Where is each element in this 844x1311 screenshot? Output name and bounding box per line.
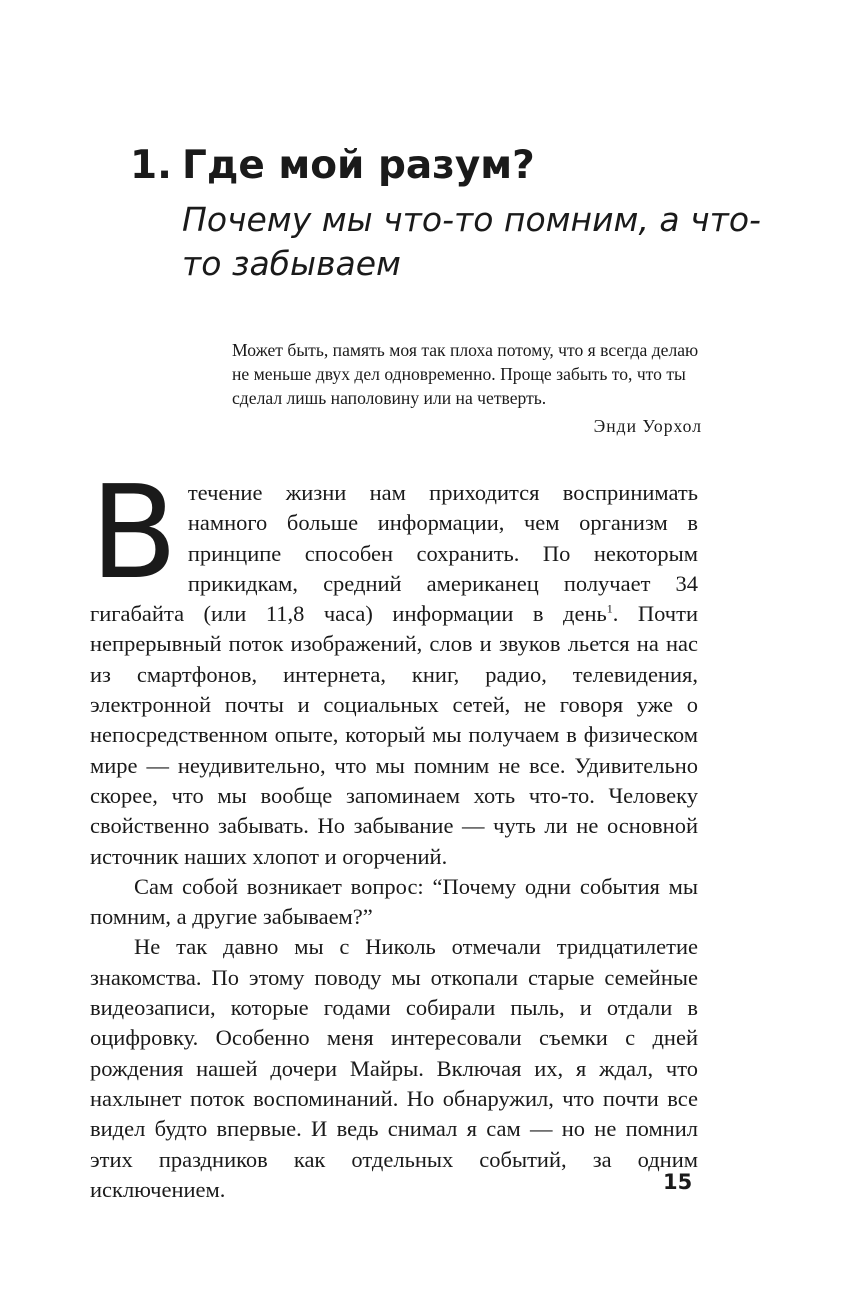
chapter-heading: [130, 140, 770, 286]
chapter-subtitle: Почему мы что-то помним, а что-то забываем: [182, 200, 761, 283]
chapter-title: Где мой разум?: [182, 143, 535, 188]
body-text: [90, 459, 698, 1205]
drop-cap: В: [90, 459, 178, 608]
epigraph-text: Может быть, память моя так плоха потому, что я всегда делаю не меньше двух дел одновременно. Проще забыть то, что ты сделал лишь наполовину или на четверть.: [232, 340, 699, 408]
page-number: 15: [663, 1170, 693, 1194]
chapter-title-line: [130, 140, 770, 192]
paragraph: Сам собой возникает вопрос: “Почему одни события мы помним, а другие забываем?”: [90, 873, 698, 930]
paragraph-text: . Почти непрерывный поток изображений, слов и звуков льется на нас из смартфонов, интернета, книг, радио, телевидения, электронной почты и социальных сетей, не говоря уже о непосредственном опыте, который мы получаем в физическом мире — неудивительно, что мы помним не все. Удивительно скорее, что мы вообще запоминаем хоть что-то. Человеку свойственно забывать. Но забывание — чуть ли не основной источник наших хлопот и огорчений.: [90, 601, 698, 869]
epigraph-author: Энди Уорхол: [593, 416, 702, 436]
paragraph: Не так давно мы с Николь отмечали тридцатилетие знакомства. По этому поводу мы откопали старые семейные видеозаписи, которые годами собирали пыль, и отдали в оцифровку. Особенно меня интересовали съемки с дней рождения нашей дочери Майры. Включая их, я ждал, что нахлынет поток воспоминаний. Но обнаружил, что почти все видел будто впервые. И ведь снимал я сам — но не помнил этих праздников как отдельных событий, за одним исключением.: [90, 934, 698, 1202]
paragraph-text: течение жизни нам приходится воспринимать намного больше информации, чем организм в принципе способен сохранить. По некоторым прикидкам, средний американец получает 34 гигабайта (или 11,8 часа) информации в день: [90, 480, 698, 627]
footnote-reference: 1: [606, 601, 613, 616]
epigraph: [232, 338, 702, 438]
chapter-number: 1.: [130, 143, 172, 188]
paragraph: [90, 459, 698, 872]
